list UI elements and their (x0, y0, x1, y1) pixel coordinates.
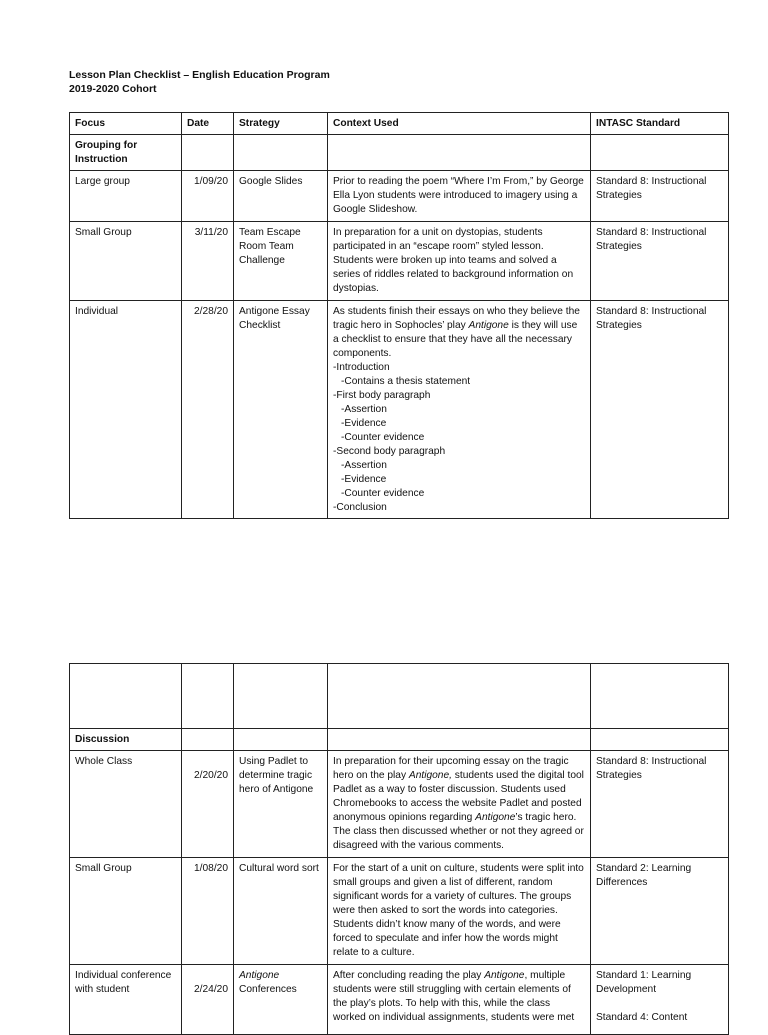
table-row (70, 222, 729, 301)
header-strategy: Strategy (234, 113, 328, 135)
strategy-text: Conferences (239, 984, 297, 995)
standard-cell: Standard 8: Instructional Strategies (591, 751, 729, 858)
context-text: As students finish their essays on who they believe the tragic hero in Sophocles’ play (333, 306, 580, 331)
checklist-item: -First body paragraph (333, 390, 431, 401)
context-text: ’s tragic hero. The class then discussed whether or not they agreed or disagreed with the various comments. (333, 812, 584, 851)
section-label: Grouping for Instruction (70, 135, 182, 171)
checklist-item: -Evidence (341, 418, 387, 429)
date-text: 2/24/20 (194, 984, 228, 995)
context-cell (328, 965, 591, 1035)
play-title: Antigone (468, 320, 509, 331)
standard-cell: Standard 8: Instructional Strategies (591, 171, 729, 222)
lesson-table-2 (69, 663, 729, 1035)
section-row (70, 135, 729, 171)
table-row (70, 301, 729, 519)
strategy-cell (234, 965, 328, 1035)
context-text: is they will use a checklist to ensure that they have all the necessary components. (333, 320, 578, 359)
date-cell: 2/28/20 (182, 301, 234, 519)
play-title: Antigone (475, 812, 516, 823)
document-title (69, 68, 330, 96)
context-text: students used the digital tool Padlet as a way to foster discussion. Students used Chromebooks to access the website Padlet and posted anonymous opinions regarding (333, 770, 584, 823)
title-line-2: 2019-2020 Cohort (69, 83, 157, 95)
context-text: , multiple students were still struggling with certain elements of the play’s plots. To help with this, while the class worked on individual assignments, students were met (333, 970, 575, 1023)
checklist-item: -Contains a thesis statement (341, 376, 471, 387)
context-cell: In preparation for a unit on dystopias, students participated in an “escape room” styled lesson. Students were broken up into teams and solved a series of riddles related to background information on dystopias. (328, 222, 591, 301)
focus-cell: Small Group (70, 222, 182, 301)
focus-cell: Large group (70, 171, 182, 222)
context-text: In preparation for their upcoming essay on the tragic hero on the play (333, 756, 569, 781)
checklist-item: -Evidence (341, 474, 387, 485)
header-standard: INTASC Standard (591, 113, 729, 135)
checklist-item: -Introduction (333, 362, 390, 373)
header-row (70, 113, 729, 135)
standard-cell: Standard 8: Instructional Strategies (591, 301, 729, 519)
date-cell (182, 751, 234, 858)
context-text: After concluding reading the play (333, 970, 485, 981)
checklist-item: -Conclusion (333, 502, 387, 513)
table-row (70, 751, 729, 858)
strategy-cell: Using Padlet to determine tragic hero of Antigone (234, 751, 328, 858)
section-label: Discussion (70, 729, 182, 751)
date-cell: 3/11/20 (182, 222, 234, 301)
checklist-item: -Counter evidence (341, 432, 425, 443)
table-row (70, 858, 729, 965)
date-cell (182, 965, 234, 1035)
checklist-item: -Assertion (341, 460, 387, 471)
strategy-cell: Team Escape Room Team Challenge (234, 222, 328, 301)
checklist-item: -Assertion (341, 404, 387, 415)
lesson-table-1 (69, 112, 729, 519)
context-cell: For the start of a unit on culture, students were split into small groups and given a list of different, random significant words for a variety of cultures. The groups were then asked to sort the words into categories. Students didn’t know many of the words, and were forced to speculate and infer how the words might relate to a culture. (328, 858, 591, 965)
header-context: Context Used (328, 113, 591, 135)
date-cell: 1/08/20 (182, 858, 234, 965)
checklist-item: -Counter evidence (341, 488, 425, 499)
standard-text: Standard 4: Content (596, 1012, 688, 1023)
header-date: Date (182, 113, 234, 135)
play-title: Antigone, (408, 770, 452, 781)
standard-cell: Standard 2: Learning Differences (591, 858, 729, 965)
date-cell: 1/09/20 (182, 171, 234, 222)
section-row (70, 729, 729, 751)
play-title: Antigone (484, 970, 525, 981)
standard-text: Standard 1: Learning Development (596, 970, 692, 995)
checklist-item: -Second body paragraph (333, 446, 446, 457)
focus-cell: Small Group (70, 858, 182, 965)
context-cell: Prior to reading the poem “Where I’m From,” by George Ella Lyon students were introduced to imagery using a Google Slideshow. (328, 171, 591, 222)
title-line-1: Lesson Plan Checklist – English Education Program (69, 69, 330, 81)
strategy-cell: Antigone Essay Checklist (234, 301, 328, 519)
strategy-cell: Google Slides (234, 171, 328, 222)
strategy-cell: Cultural word sort (234, 858, 328, 965)
empty-row (70, 664, 729, 729)
context-cell (328, 751, 591, 858)
focus-cell: Individual (70, 301, 182, 519)
standard-cell: Standard 8: Instructional Strategies (591, 222, 729, 301)
context-cell (328, 301, 591, 519)
focus-cell: Individual conference with student (70, 965, 182, 1035)
play-title: Antigone (239, 970, 280, 981)
date-text: 2/20/20 (194, 770, 228, 781)
header-focus: Focus (70, 113, 182, 135)
table-row (70, 965, 729, 1035)
table-row (70, 171, 729, 222)
focus-cell: Whole Class (70, 751, 182, 858)
standard-cell (591, 965, 729, 1035)
